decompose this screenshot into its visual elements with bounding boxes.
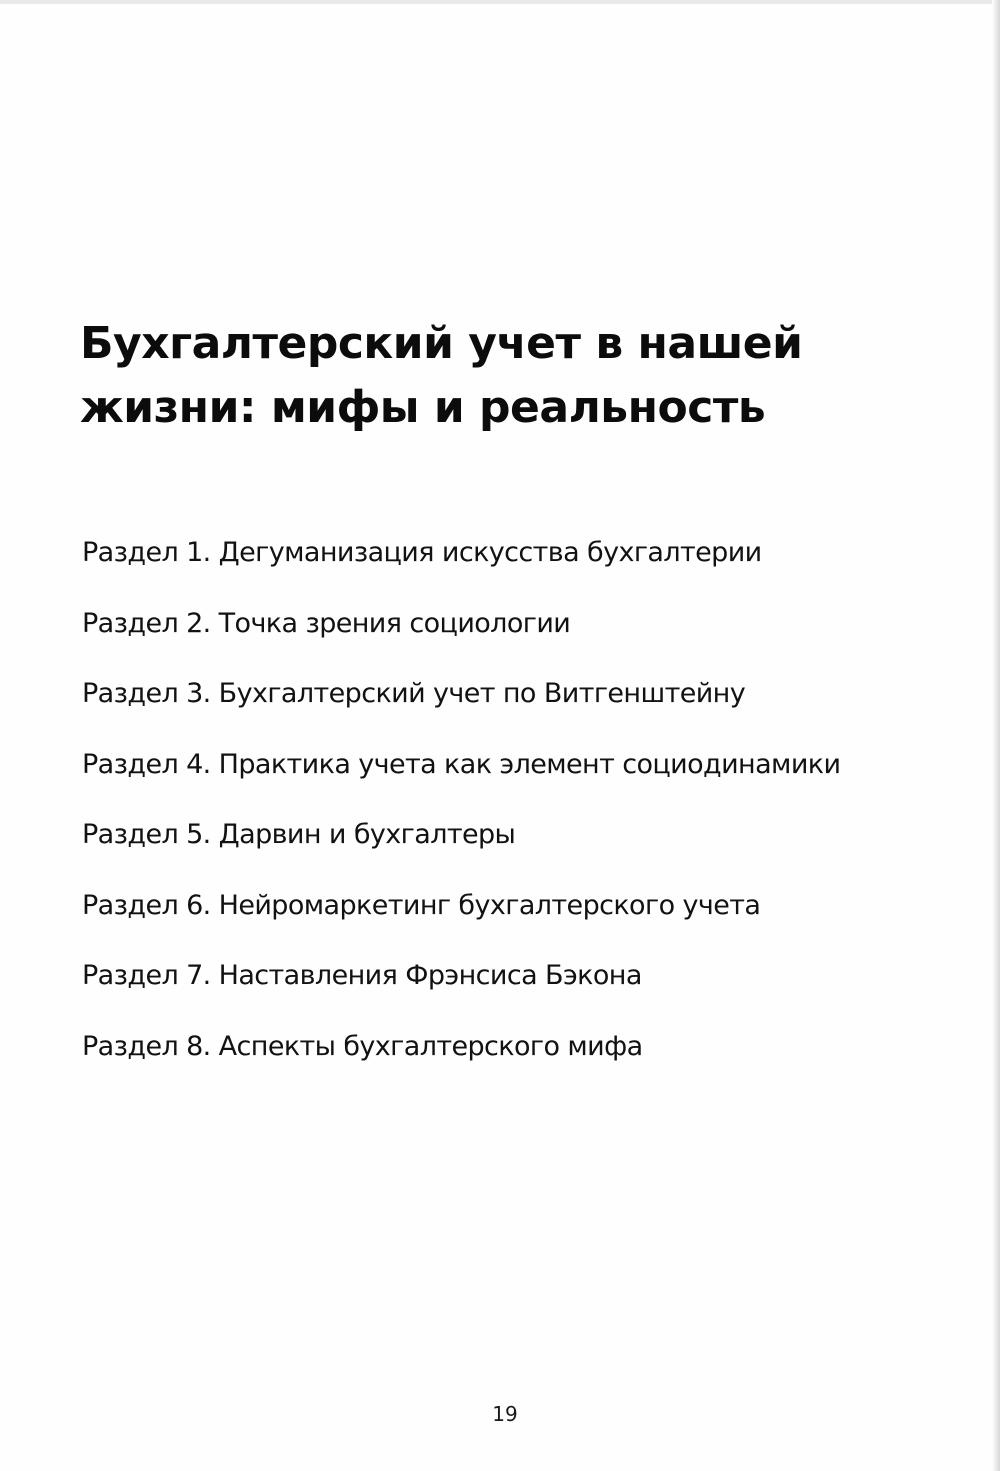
table-of-contents [82, 532, 962, 1096]
toc-item-section-4: Раздел 4. Практика учета как элемент социодинамики [82, 748, 841, 780]
toc-item-section-1: Раздел 1. Дегуманизация искусства бухгалтерии [82, 537, 762, 568]
toc-item-section-6: Раздел 6. Нейромаркетинг бухгалтерского учета [82, 889, 761, 921]
toc-item-section-3: Раздел 3. Бухгалтерский учет по Витгенштейну [82, 678, 746, 709]
toc-item-section-7: Раздел 7. Наставления Фрэнсиса Бэкона [82, 960, 642, 991]
part-title-line-1: Бухгалтерский учет в нашей [80, 318, 803, 369]
toc-item-section-8: Раздел 8. Аспекты бухгалтерского мифа [82, 1030, 643, 1062]
part-title [80, 312, 940, 440]
scan-edge-right [992, 0, 1000, 1471]
toc-item-section-2: Раздел 2. Точка зрения социологии [82, 607, 571, 639]
scan-edge-top [0, 0, 1000, 4]
toc-item-section-5: Раздел 5. Дарвин и бухгалтеры [82, 819, 516, 850]
part-title-line-2: жизни: мифы и реальность [80, 382, 766, 433]
page-number: 19 [492, 1402, 518, 1426]
